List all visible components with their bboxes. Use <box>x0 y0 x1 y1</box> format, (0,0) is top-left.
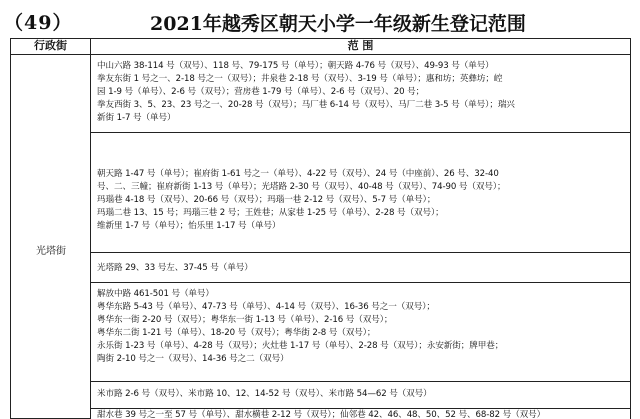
range-line: 永乐街 1-23 号（单号）、4-28 号（双号）；火灶巷 1-17 号（单号）、2-28 号（双号）；永安新街；牌甲巷； <box>97 341 504 351</box>
range-line: 粤华东路 5-43 号（单号）、47-73 号（单号）、4-14 号（双号）、16-36 号之一（双号）； <box>97 302 435 312</box>
range-line: 号、二、三幢；崔府新街 1-13 号（单号）；光塔路 2-30 号（双号）、40-48 号（双号）、74-90 号（双号）； <box>97 182 506 192</box>
range-block <box>91 382 631 409</box>
range-line: 玛瑙二巷 13、15 号；玛瑙三巷 2 号；王姓巷；从家巷 1-25 号（单号）、2-28 号（双号）； <box>97 208 444 218</box>
range-line: 拳友东街 1 号之一、2-18 号之一（双号）；井泉巷 2-18 号（双号）、3-19 号（单号）；惠和坊；英彝坊；崆 <box>97 74 503 84</box>
range-block <box>91 283 631 382</box>
range-line: 解放中路 461-501 号（单号） <box>97 289 214 299</box>
range-line: 米市路 2-6 号（双号）、米市路 10、12、14-52 号（双号）、米市路 54—62 号（双号） <box>97 389 432 399</box>
range-line: 中山六路 38-114 号（双号）、118 号、79-175 号（单号）；朝天路 4-76 号（双号）、49-93 号（单号） <box>97 61 494 71</box>
street-name: 光塔街 <box>36 246 66 257</box>
range-line: 玛瑙巷 4-18 号（双号）、20-66 号（双号）；玛瑙一巷 2-12 号（双号）、5-7 号（单号）； <box>97 195 436 205</box>
range-line: 粤华东二街 1-21 号（单号）、18-20 号（双号）；粤华街 2-8 号（双号）； <box>97 328 376 338</box>
range-line: 园 1-9 号（单号）、2-6 号（双号）；营房巷 1-79 号（单号）、2-6 号（双号）、20 号； <box>97 87 425 97</box>
document-header <box>0 0 640 38</box>
range-line: 维新里 1-7 号（单号）；怡乐里 1-17 号（单号） <box>97 221 281 231</box>
range-line: 光塔路 29、33 号左、37-45 号（单号） <box>97 263 253 273</box>
section-number: （49） <box>4 12 73 34</box>
column-header-street: 行政街 <box>11 39 91 55</box>
range-block <box>91 55 631 133</box>
page-title: 2021年越秀区朝天小学一年级新生登记范围 <box>150 13 526 35</box>
column-header-range: 范 围 <box>91 39 631 55</box>
range-line: 陶街 2-10 号之一（双号）、14-36 号之二（双号） <box>97 354 289 364</box>
range-block <box>91 253 631 283</box>
range-line: 朝天路 1-47 号（单号）；崔府街 1-61 号之一（单号）、4-22 号（双号）、24 号（中座前）、26 号、32-40 <box>97 169 499 179</box>
range-line: 甜水巷 39 号之一至 57 号（单号）、甜水横巷 2-12 号（双号）；仙邻巷 42、46、48、50、52 号、68-82 号（双号） <box>97 410 546 419</box>
range-block <box>91 133 631 253</box>
range-line: 粤华东一街 2-20 号（双号）；粤华东一街 1-13 号（单号）、2-16 号（双号）； <box>97 315 393 325</box>
registration-table <box>10 38 631 419</box>
range-line: 新街 1-7 号（单号） <box>97 113 176 123</box>
range-line: 拳友西街 3、5、23、23 号之一、20-28 号（双号）；马厂巷 6-14 号（双号）、马厂二巷 3-5 号（单号）；瑞兴 <box>97 100 515 110</box>
street-cell <box>11 55 91 419</box>
